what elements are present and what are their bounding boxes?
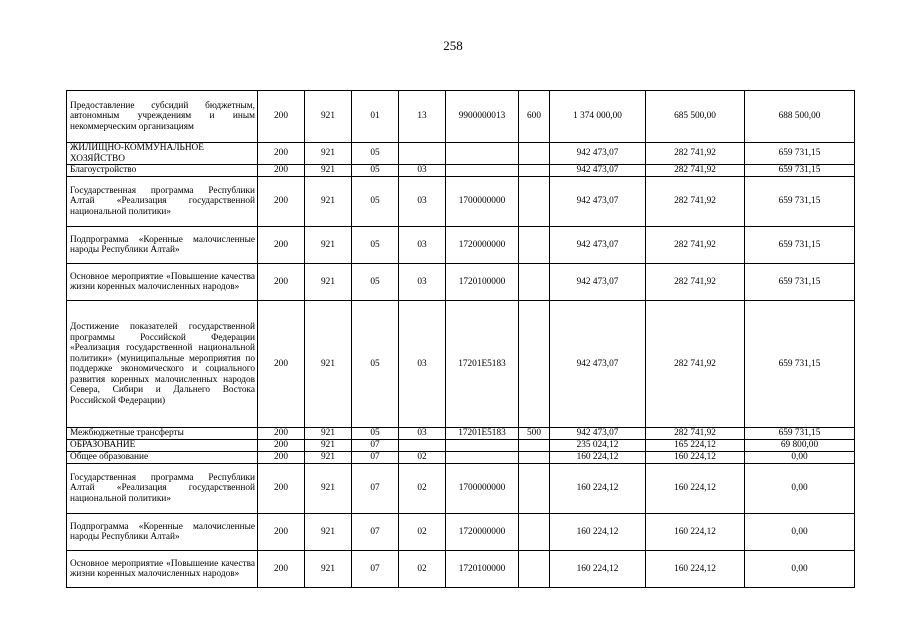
col-amount-1: 160 224,12 xyxy=(550,514,646,551)
table-row xyxy=(67,464,855,514)
col-amount-2: 160 224,12 xyxy=(646,551,745,588)
col-division: 07 xyxy=(352,514,399,551)
col-expense-type xyxy=(519,301,550,428)
col-target-article xyxy=(446,165,519,177)
col-subdivision: 03 xyxy=(399,165,446,177)
row-name: Общее образование xyxy=(67,452,258,464)
col-expense-type xyxy=(519,440,550,452)
col-amount-3: 0,00 xyxy=(745,551,855,588)
col-ministry: 921 xyxy=(305,165,352,177)
table-body xyxy=(67,91,855,588)
col-section: 200 xyxy=(258,464,305,514)
col-division: 07 xyxy=(352,452,399,464)
col-ministry: 921 xyxy=(305,428,352,440)
col-expense-type xyxy=(519,514,550,551)
col-amount-3: 659 731,15 xyxy=(745,177,855,227)
col-section: 200 xyxy=(258,551,305,588)
row-name: Межбюджетные трансферты xyxy=(67,428,258,440)
table-row xyxy=(67,514,855,551)
col-subdivision xyxy=(399,440,446,452)
col-amount-1: 160 224,12 xyxy=(550,452,646,464)
table-row xyxy=(67,452,855,464)
col-section: 200 xyxy=(258,264,305,301)
col-expense-type xyxy=(519,143,550,165)
col-target-article: 1720000000 xyxy=(446,227,519,264)
col-division: 05 xyxy=(352,177,399,227)
table-row xyxy=(67,143,855,165)
col-amount-1: 942 473,07 xyxy=(550,428,646,440)
col-amount-2: 282 741,92 xyxy=(646,143,745,165)
col-ministry: 921 xyxy=(305,91,352,143)
row-name: Государственная программа Республики Алтай «Реализация государственной национальной политики» xyxy=(67,177,258,227)
col-ministry: 921 xyxy=(305,177,352,227)
col-target-article: 17201E5183 xyxy=(446,428,519,440)
col-amount-3: 659 731,15 xyxy=(745,301,855,428)
col-section: 200 xyxy=(258,301,305,428)
col-amount-3: 659 731,15 xyxy=(745,165,855,177)
row-name: Основное мероприятие «Повышение качества жизни коренных малочисленных народов» xyxy=(67,264,258,301)
col-subdivision: 02 xyxy=(399,464,446,514)
col-subdivision: 03 xyxy=(399,264,446,301)
col-amount-1: 235 024,12 xyxy=(550,440,646,452)
col-amount-2: 282 741,92 xyxy=(646,227,745,264)
col-amount-1: 160 224,12 xyxy=(550,464,646,514)
col-subdivision: 03 xyxy=(399,227,446,264)
col-amount-2: 282 741,92 xyxy=(646,165,745,177)
col-division: 01 xyxy=(352,91,399,143)
page-number: 258 xyxy=(443,38,463,53)
table-row xyxy=(67,428,855,440)
row-name: Предоставление субсидий бюджетным, автономным учреждениям и иным некоммерческим организациям xyxy=(67,91,258,143)
col-amount-2: 282 741,92 xyxy=(646,264,745,301)
col-subdivision: 03 xyxy=(399,301,446,428)
col-expense-type xyxy=(519,165,550,177)
col-target-article: 1720100000 xyxy=(446,264,519,301)
col-amount-2: 160 224,12 xyxy=(646,464,745,514)
col-amount-3: 659 731,15 xyxy=(745,428,855,440)
col-amount-2: 282 741,92 xyxy=(646,301,745,428)
table-row xyxy=(67,91,855,143)
col-amount-3: 659 731,15 xyxy=(745,143,855,165)
col-section: 200 xyxy=(258,165,305,177)
col-amount-1: 160 224,12 xyxy=(550,551,646,588)
col-section: 200 xyxy=(258,514,305,551)
table-row xyxy=(67,227,855,264)
col-ministry: 921 xyxy=(305,264,352,301)
col-section: 200 xyxy=(258,452,305,464)
row-name: Государственная программа Республики Алтай «Реализация государственной национальной политики» xyxy=(67,464,258,514)
col-amount-3: 0,00 xyxy=(745,464,855,514)
col-target-article xyxy=(446,143,519,165)
col-amount-2: 160 224,12 xyxy=(646,514,745,551)
col-division: 07 xyxy=(352,551,399,588)
col-amount-1: 942 473,07 xyxy=(550,177,646,227)
col-section: 200 xyxy=(258,177,305,227)
col-section: 200 xyxy=(258,428,305,440)
row-name: Подпрограмма «Коренные малочисленные народы Республики Алтай» xyxy=(67,514,258,551)
col-amount-2: 685 500,00 xyxy=(646,91,745,143)
table-row xyxy=(67,440,855,452)
col-amount-1: 942 473,07 xyxy=(550,143,646,165)
col-expense-type xyxy=(519,177,550,227)
col-target-article: 1720100000 xyxy=(446,551,519,588)
col-division: 05 xyxy=(352,227,399,264)
col-expense-type xyxy=(519,227,550,264)
col-expense-type xyxy=(519,452,550,464)
col-expense-type xyxy=(519,264,550,301)
col-expense-type xyxy=(519,551,550,588)
col-subdivision: 02 xyxy=(399,452,446,464)
col-ministry: 921 xyxy=(305,143,352,165)
col-subdivision xyxy=(399,143,446,165)
col-amount-1: 942 473,07 xyxy=(550,165,646,177)
col-amount-3: 659 731,15 xyxy=(745,227,855,264)
col-target-article: 1700000000 xyxy=(446,464,519,514)
col-amount-3: 69 800,00 xyxy=(745,440,855,452)
col-target-article: 9900000013 xyxy=(446,91,519,143)
col-subdivision: 03 xyxy=(399,177,446,227)
col-ministry: 921 xyxy=(305,301,352,428)
col-amount-2: 282 741,92 xyxy=(646,428,745,440)
col-division: 07 xyxy=(352,464,399,514)
col-division: 05 xyxy=(352,264,399,301)
row-name: Благоустройство xyxy=(67,165,258,177)
col-ministry: 921 xyxy=(305,551,352,588)
col-amount-1: 942 473,07 xyxy=(550,301,646,428)
col-division: 05 xyxy=(352,165,399,177)
col-division: 07 xyxy=(352,440,399,452)
table-row xyxy=(67,551,855,588)
col-amount-3: 0,00 xyxy=(745,452,855,464)
col-target-article: 1720000000 xyxy=(446,514,519,551)
table-row xyxy=(67,165,855,177)
row-name: ЖИЛИЩНО-КОММУНАЛЬНОЕ ХОЗЯЙСТВО xyxy=(67,143,258,165)
col-target-article: 1700000000 xyxy=(446,177,519,227)
col-subdivision: 02 xyxy=(399,514,446,551)
col-expense-type: 500 xyxy=(519,428,550,440)
col-division: 05 xyxy=(352,428,399,440)
col-amount-3: 0,00 xyxy=(745,514,855,551)
col-subdivision: 02 xyxy=(399,551,446,588)
col-target-article xyxy=(446,452,519,464)
col-amount-2: 160 224,12 xyxy=(646,452,745,464)
col-division: 05 xyxy=(352,301,399,428)
col-subdivision: 13 xyxy=(399,91,446,143)
col-section: 200 xyxy=(258,143,305,165)
col-ministry: 921 xyxy=(305,464,352,514)
row-name: ОБРАЗОВАНИЕ xyxy=(67,440,258,452)
col-section: 200 xyxy=(258,227,305,264)
row-name: Основное мероприятие «Повышение качества жизни коренных малочисленных народов» xyxy=(67,551,258,588)
col-target-article xyxy=(446,440,519,452)
budget-table xyxy=(66,90,855,588)
row-name: Достижение показателей государственной программы Российской Федерации «Реализация государственной национальной политики» (муниципальные мероприятия по поддержке экономического и социального развития коренных малочисленных народов Севера, Сибири и Дальнего Востока Российской Федерации) xyxy=(67,301,258,428)
table-row xyxy=(67,177,855,227)
col-ministry: 921 xyxy=(305,452,352,464)
col-amount-1: 942 473,07 xyxy=(550,264,646,301)
col-section: 200 xyxy=(258,440,305,452)
col-amount-1: 942 473,07 xyxy=(550,227,646,264)
col-amount-3: 688 500,00 xyxy=(745,91,855,143)
col-expense-type: 600 xyxy=(519,91,550,143)
col-amount-1: 1 374 000,00 xyxy=(550,91,646,143)
table-row xyxy=(67,264,855,301)
col-ministry: 921 xyxy=(305,227,352,264)
col-amount-3: 659 731,15 xyxy=(745,264,855,301)
col-amount-2: 165 224,12 xyxy=(646,440,745,452)
col-division: 05 xyxy=(352,143,399,165)
col-subdivision: 03 xyxy=(399,428,446,440)
col-ministry: 921 xyxy=(305,514,352,551)
col-expense-type xyxy=(519,464,550,514)
col-amount-2: 282 741,92 xyxy=(646,177,745,227)
row-name: Подпрограмма «Коренные малочисленные народы Республики Алтай» xyxy=(67,227,258,264)
col-section: 200 xyxy=(258,91,305,143)
col-ministry: 921 xyxy=(305,440,352,452)
table-row xyxy=(67,301,855,428)
col-target-article: 17201E5183 xyxy=(446,301,519,428)
